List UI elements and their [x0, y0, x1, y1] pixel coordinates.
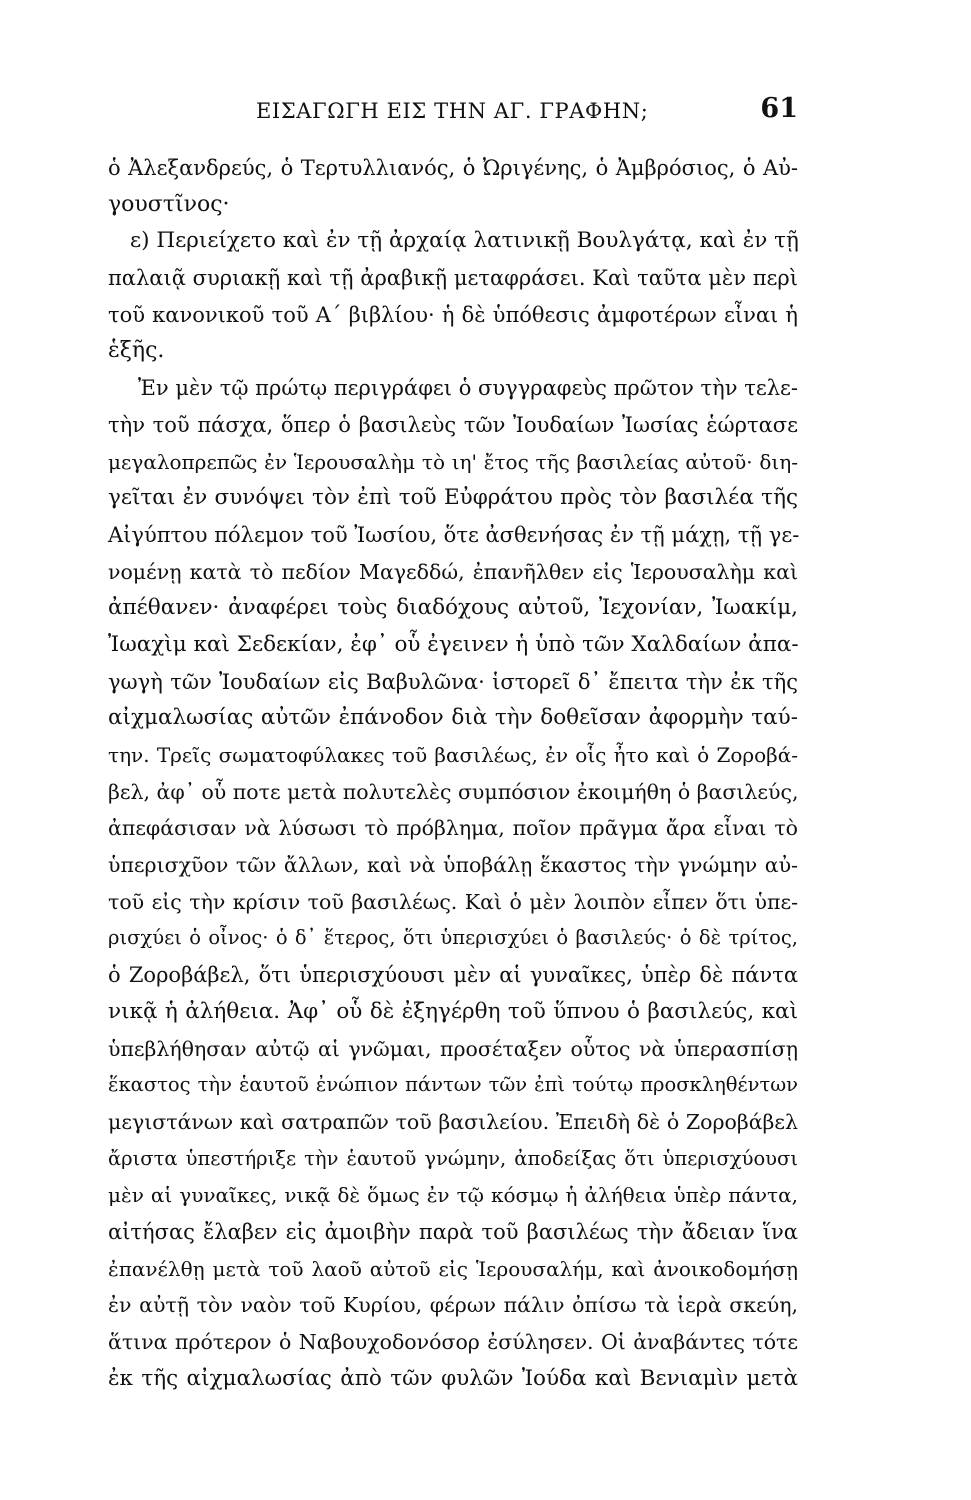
text-line: νικᾷ ἡ ἀλήθεια. Ἀφ᾽ οὗ δὲ ἐξηγέρθη τοῦ ὕπνου ὁ βασιλεύς, καὶ: [108, 998, 798, 1024]
text-line: Ἐν μὲν τῷ πρώτῳ περιγράφει ὁ συγγραφεὺς πρῶτον τὴν τελε-: [138, 376, 798, 401]
text-line: μὲν αἱ γυναῖκες, νικᾷ δὲ ὅμως ἐν τῷ κόσμῳ ἡ ἀλήθεια ὑπὲρ πάντα,: [108, 1183, 798, 1208]
text-line: τὴν τοῦ πάσχα, ὅπερ ὁ βασιλεὺς τῶν Ἰουδαίων Ἰωσίας ἑώρτασε: [108, 412, 798, 437]
text-line: παλαιᾷ συριακῇ καὶ τῇ ἀραβικῇ μεταφράσει. Καὶ ταῦτα μὲν περὶ: [108, 266, 798, 291]
text-line: την. Τρεῖς σωματοφύλακες τοῦ βασιλέως, ἐν οἷς ἦτο καὶ ὁ Ζοροβά-: [108, 743, 798, 767]
text-line: ἕκαστος τὴν ἑαυτοῦ ἐνώπιον πάντων τῶν ἐπὶ τούτῳ προσκληθέντων: [108, 1073, 798, 1097]
text-line: τοῦ εἰς τὴν κρίσιν τοῦ βασιλέως. Καὶ ὁ μὲν λοιπὸν εἶπεν ὅτι ὑπε-: [108, 889, 798, 914]
text-line: ἄριστα ὑπεστήριξε τὴν ἑαυτοῦ γνώμην, ἀποδείξας ὅτι ὑπερισχύουσι: [108, 1146, 798, 1170]
text-line: ἑξῆς.: [108, 338, 165, 364]
text-line: Αἰγύπτου πόλεμον τοῦ Ἰωσίου, ὅτε ἀσθενήσας ἐν τῇ μάχῃ, τῇ γε-: [108, 522, 800, 547]
text-line: ὑπεβλήθησαν αὐτῷ αἱ γνῶμαι, προσέταξεν οὗτος νὰ ὑπερασπίσῃ: [108, 1036, 798, 1061]
text-line: γεῖται ἐν συνόψει τὸν ἐπὶ τοῦ Εὐφράτου πρὸς τὸν βασιλέα τῆς: [108, 485, 798, 511]
text-line: τοῦ κανονικοῦ τοῦ Α΄ βιβλίου· ἡ δὲ ὑπόθεσις ἀμφοτέρων εἶναι ἡ: [108, 302, 798, 327]
text-line: αἰτήσας ἔλαβεν εἰς ἀμοιβὴν παρὰ τοῦ βασιλέως τὴν ἄδειαν ἵνα: [108, 1219, 798, 1244]
text-line: ἐπανέλθῃ μετὰ τοῦ λαοῦ αὐτοῦ εἰς Ἱερουσαλήμ, καὶ ἀνοικοδομήσῃ: [108, 1256, 798, 1281]
header-title: ΕΙΣΑΓΩΓΗ ΕΙΣ ΤΗΝ ΑΓ. ΓΡΑΦΗΝ;: [256, 99, 649, 123]
text-line: μεγιστάνων καὶ σατραπῶν τοῦ βασιλείου. Ἐπειδὴ δὲ ὁ Ζοροβάβελ: [108, 1109, 798, 1134]
text-line: ὁ Ζοροβάβελ, ὅτι ὑπερισχύουσι μὲν αἱ γυναῖκες, ὑπὲρ δὲ πάντα: [108, 963, 798, 988]
body-text: [108, 150, 798, 1397]
text-line: ε) Περιείχετο καὶ ἐν τῇ ἀρχαίᾳ λατινικῇ Βουλγάτᾳ, καὶ ἐν τῇ: [130, 228, 799, 254]
text-line: αἰχμαλωσίας αὐτῶν ἐπάνοδον διὰ τὴν δοθεῖσαν ἀφορμὴν ταύ-: [108, 705, 798, 731]
text-line: ἀπέθανεν· ἀναφέρει τοὺς διαδόχους αὐτοῦ, Ἰεχονίαν, Ἰωακίμ,: [108, 595, 798, 621]
running-header: [108, 93, 798, 133]
text-line: ἐν αὐτῇ τὸν ναὸν τοῦ Κυρίου, φέρων πάλιν ὀπίσω τὰ ἱερὰ σκεύη,: [108, 1293, 798, 1318]
text-line: μεγαλοπρεπῶς ἐν Ἱερουσαλὴμ τὸ ιη' ἔτος τῆς βασιλείας αὐτοῦ· διη-: [108, 449, 798, 474]
text-line: ἀπεφάσισαν νὰ λύσωσι τὸ πρόβλημα, ποῖον πρᾶγμα ἄρα εἶναι τὸ: [108, 816, 798, 841]
text-line: γουστῖνος·: [108, 191, 230, 217]
text-line: νομένῃ κατὰ τὸ πεδίον Μαγεδδώ, ἐπανῆλθεν εἰς Ἱερουσαλὴμ καὶ: [108, 559, 798, 584]
text-line: ὁ Ἀλεξανδρεύς, ὁ Τερτυλλιανός, ὁ Ὠριγένης, ὁ Ἀμβρόσιος, ὁ Αὐ-: [108, 156, 798, 180]
text-line: ρισχύει ὁ οἶνος· ὁ δ᾽ ἕτερος, ὅτι ὑπερισχύει ὁ βασιλεύς· ὁ δὲ τρίτος,: [108, 926, 798, 950]
text-line: βελ, ἀφ᾽ οὗ ποτε μετὰ πολυτελὲς συμπόσιον ἐκοιμήθη ὁ βασιλεύς,: [108, 779, 799, 804]
text-line: ἅτινα πρότερον ὁ Ναβουχοδονόσορ ἐσύλησεν. Οἱ ἀναβάντες τότε: [108, 1330, 798, 1354]
text-line: Ἰωαχὶμ καὶ Σεδεκίαν, ἐφ᾽ οὗ ἐγεινεν ἡ ὑπὸ τῶν Χαλδαίων ἀπα-: [108, 631, 799, 657]
text-line: ἐκ τῆς αἰχμαλωσίας ἀπὸ τῶν φυλῶν Ἰούδα καὶ Βενιαμὶν μετὰ: [108, 1365, 798, 1391]
text-line: ὑπερισχῦον τῶν ἄλλων, καὶ νὰ ὑποβάλῃ ἕκαστος τὴν γνώμην αὐ-: [108, 853, 798, 878]
page-number: 61: [760, 93, 798, 124]
text-line: γωγὴ τῶν Ἰουδαίων εἰς Βαβυλῶνα· ἱστορεῖ δ᾽ ἔπειτα τὴν ἐκ τῆς: [108, 669, 798, 694]
